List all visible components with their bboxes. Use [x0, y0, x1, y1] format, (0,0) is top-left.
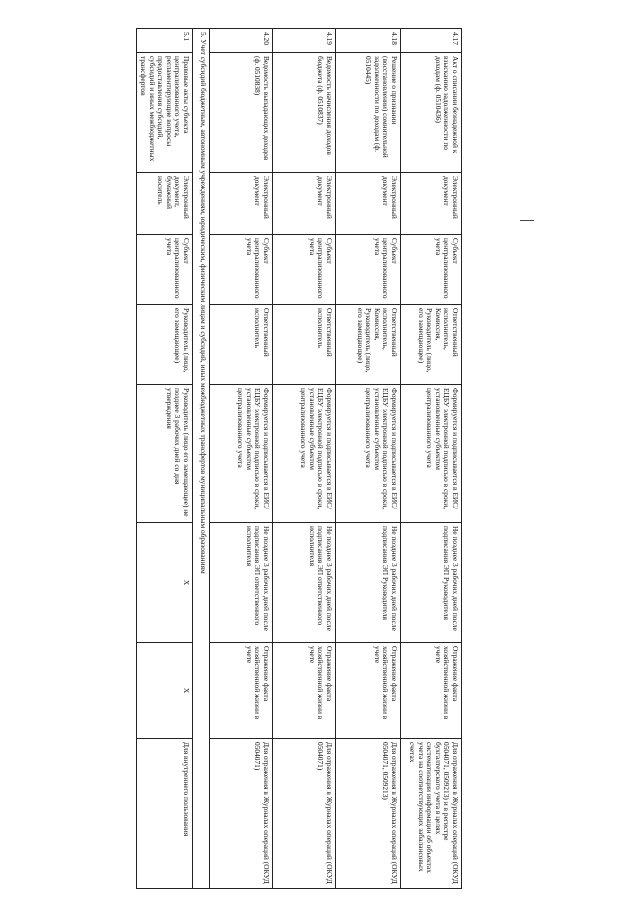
document-creator: Субъект централизованного учета: [210, 235, 273, 305]
responsible-person: Руководитель (лицо, его замещающее): [136, 305, 192, 385]
responsible-person: Ответственный исполнитель: [273, 305, 336, 385]
document-creator: Субъект централизованного учета: [136, 235, 192, 305]
purpose: Отражение факта хозяйственной жизни в учете: [273, 643, 336, 739]
storage-note: Для отражения в Журналах операций (ОКУД 0504071): [273, 739, 336, 889]
document-form: Электронный документ: [336, 173, 401, 235]
deadline: Не позднее 3 рабочих дней после подписания ЭП ответственного исполнителя: [273, 523, 336, 643]
section-title: 5. Учет субсидий бюджетным, автономным учреждениям, юридическим, физическим лицам и субсидий, иных межбюджетных трансфертов муниципальным образованиям: [193, 29, 210, 889]
table-row: [273, 29, 336, 889]
document-form: Электронный документ: [210, 173, 273, 235]
scan-mark: [520, 220, 534, 221]
table-row: [336, 29, 401, 889]
purpose: X: [136, 643, 192, 739]
rotated-document-sheet: [102, 28, 462, 888]
document-form: Электронный документ: [401, 173, 462, 235]
row-number: 4.17: [401, 29, 462, 53]
document-table: [136, 28, 462, 889]
deadline: Не позднее 3 рабочих дней после подписания ЭП ответственного исполнителя: [210, 523, 273, 643]
responsible-person: Ответственный исполнитель: [210, 305, 273, 385]
document-form: Электронный документ, бумажный носитель: [136, 173, 192, 235]
document-name: Решение о признании (восстановлении) сомнительной задолженности по доходам (ф. 0510445): [336, 53, 401, 173]
document-form: Электронный документ: [273, 173, 336, 235]
procedure: Руководитель (лицо его замещающее) не позднее 3 рабочих дней со дня утверждения: [136, 385, 192, 523]
storage-note: Для отражения в Журналах операций (ОКУД 0504071, 0509213) и в регистре бухгалтерского учета в целях систематизации информации об объектах учета на соответствующих забалансовых счетах: [401, 739, 462, 889]
storage-note: Для внутреннего пользования: [136, 739, 192, 889]
document-creator: Субъект централизованного учета: [401, 235, 462, 305]
purpose: Отражение факта хозяйственной жизни в учете: [210, 643, 273, 739]
document-creator: Субъект централизованного учета: [336, 235, 401, 305]
deadline: Не позднее 3 рабочих дней после подписания ЭП Руководителя: [336, 523, 401, 643]
purpose: Отражение факта хозяйственной жизни в учете: [336, 643, 401, 739]
row-number: 4.19: [273, 29, 336, 53]
table-row: [401, 29, 462, 889]
document-name: Правовые акты субъекта централизованного учета, регламентирующие вопросы предоставления субсидий, субсидий и иных межбюджетных трансфертов: [136, 53, 192, 173]
purpose: Отражение факта хозяйственной жизни в учете: [401, 643, 462, 739]
row-number: 4.20: [210, 29, 273, 53]
document-name: Ведомость начисления доходов бюджета (ф. 0510837): [273, 53, 336, 173]
document-name: Ведомость выпадающих доходов (ф. 0510838): [210, 53, 273, 173]
deadline: Не позднее 3 рабочих дней после подписания ЭП Руководителя: [401, 523, 462, 643]
procedure: Формируется и подписывается в ЕИС/ЕЦБУ электронной подписью в сроки, установленные субъектом централизованного учета: [401, 385, 462, 523]
deadline: X: [136, 523, 192, 643]
responsible-person: Ответственный исполнитель, Комиссия, Руководитель (лицо, его замещающее): [401, 305, 462, 385]
row-number: 4.18: [336, 29, 401, 53]
row-number: 5.1: [136, 29, 192, 53]
responsible-person: Ответственный исполнитель, Комиссия, Руководитель (лицо, его замещающее): [336, 305, 401, 385]
procedure: Формируется и подписывается в ЕИС/ЕЦБУ электронной подписью в сроки, установленные субъектом централизованного учета: [273, 385, 336, 523]
table-row: [136, 29, 192, 889]
section-header-row: [193, 29, 210, 889]
document-creator: Субъект централизованного учета: [273, 235, 336, 305]
table-row: [210, 29, 273, 889]
storage-note: Для отражения в Журналах операций (ОКУД 0504071): [210, 739, 273, 889]
procedure: Формируется и подписывается в ЕИС/ЕЦБУ электронной подписью в сроки, установленные субъектом централизованного учета: [210, 385, 273, 523]
procedure: Формируется и подписывается в ЕИС/ЕЦБУ электронной подписью в сроки, установленные субъектом централизованного учета: [336, 385, 401, 523]
storage-note: Для отражения в Журналах операций (ОКУД 0504071, 0509213): [336, 739, 401, 889]
document-name: Акт о списании безнадежной к взысканию задолженности по доходам (ф. 0510436): [401, 53, 462, 173]
